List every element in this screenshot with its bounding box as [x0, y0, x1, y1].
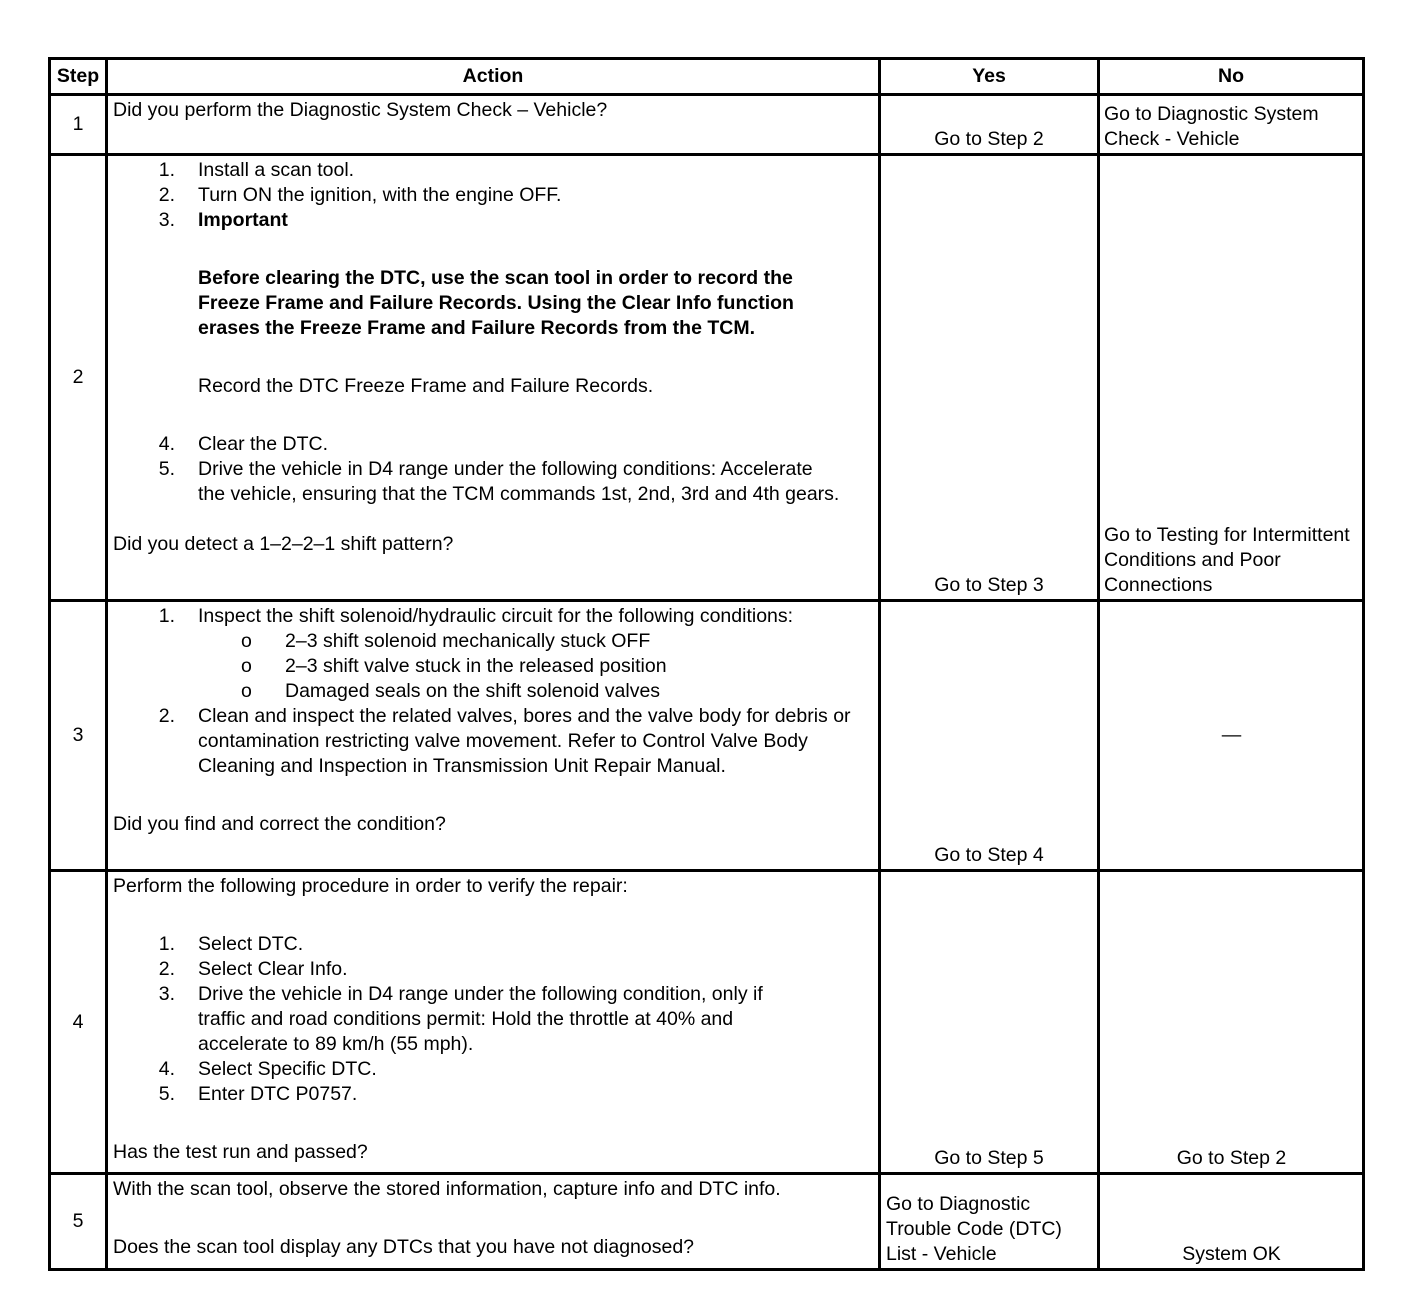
- list-item: 4. Select Specific DTC.: [158, 1058, 377, 1080]
- list-item: o 2–3 shift solenoid mechanically stuck OFF: [241, 630, 651, 652]
- list-item: 1. Select DTC.: [158, 933, 304, 955]
- action-cell: [107, 871, 880, 1174]
- important-note: Before clearing the DTC, use the scan tool in order to record the Freeze Frame and Failure Records. Using the Clear Info function erases the Freeze Frame and Failure Records from the TCM.: [198, 267, 794, 339]
- list-item: o 2–3 shift valve stuck in the released position: [241, 655, 667, 677]
- list-item: 5. Drive the vehicle in D4 range under the following conditions: Accelerate the vehicle, ensuring that the TCM commands 1st, 2nd, 3rd and 4th gears.: [158, 458, 840, 505]
- question: Does the scan tool display any DTCs that you have not diagnosed?: [113, 1236, 695, 1258]
- header-action: Action: [107, 59, 880, 95]
- step-number: 5: [50, 1174, 107, 1270]
- yes-cell: Go to Step 3: [880, 155, 1099, 601]
- header-step: Step: [50, 59, 107, 95]
- list-item: o Damaged seals on the shift solenoid valves: [241, 680, 661, 702]
- yes-cell: Go to Diagnostic Trouble Code (DTC) List - Vehicle: [880, 1174, 1099, 1270]
- list-item: 2. Clean and inspect the related valves, bores and the valve body for debris or contamination restricting valve movement. Refer to Control Valve Body Cleaning and Inspection in Transmission Unit Repair Manual.: [158, 705, 851, 777]
- action-cell: [107, 95, 880, 155]
- no-cell: —: [1099, 601, 1364, 871]
- question: Did you detect a 1–2–2–1 shift pattern?: [113, 533, 454, 555]
- no-cell: Go to Step 2: [1099, 871, 1364, 1174]
- action-cell: [107, 155, 880, 601]
- list-item: 2. Turn ON the ignition, with the engine OFF.: [158, 184, 562, 206]
- header-no: No: [1099, 59, 1364, 95]
- intro-text: Perform the following procedure in order to verify the repair:: [113, 875, 628, 897]
- header-row: [50, 59, 1364, 95]
- table-row: [50, 601, 1364, 871]
- yes-cell: Go to Step 2: [880, 95, 1099, 155]
- table-row: [50, 95, 1364, 155]
- condition-list: [113, 629, 874, 704]
- step-number: 3: [50, 601, 107, 871]
- step-number: 4: [50, 871, 107, 1174]
- record-note: Record the DTC Freeze Frame and Failure Records.: [198, 375, 654, 397]
- list-item: 5. Enter DTC P0757.: [158, 1083, 358, 1105]
- step-number: 2: [50, 155, 107, 601]
- intro-text: With the scan tool, observe the stored information, capture info and DTC info.: [113, 1178, 781, 1200]
- procedure-list: [113, 158, 874, 233]
- question: Has the test run and passed?: [113, 1141, 368, 1163]
- table-row: [50, 155, 1364, 601]
- diagnostic-table: [48, 57, 1365, 1271]
- yes-cell: Go to Step 4: [880, 601, 1099, 871]
- action-cell: [107, 1174, 880, 1270]
- question: Did you perform the Diagnostic System Check – Vehicle?: [113, 99, 608, 121]
- procedure-list: [113, 604, 874, 779]
- list-item: 1. Inspect the shift solenoid/hydraulic circuit for the following conditions: o 2–3 shift solenoid mechanically stuck OFF o 2–3 shift valve stuck in the released position o Damaged seals on the shift solenoid valves: [113, 604, 874, 704]
- list-item: 2. Select Clear Info.: [158, 958, 348, 980]
- step-number: 1: [50, 95, 107, 155]
- table-row: [50, 1174, 1364, 1270]
- list-item: 3. Important: [158, 209, 288, 231]
- action-cell: [107, 601, 880, 871]
- no-cell: Go to Diagnostic System Check - Vehicle: [1099, 95, 1364, 155]
- header-yes: Yes: [880, 59, 1099, 95]
- no-cell: Go to Testing for Intermittent Conditions and Poor Connections: [1099, 155, 1364, 601]
- question: Did you find and correct the condition?: [113, 813, 446, 835]
- list-item: 3. Drive the vehicle in D4 range under the following condition, only if traffic and road conditions permit: Hold the throttle at 40% and accelerate to 89 km/h (55 mph).: [158, 983, 763, 1055]
- list-item: 4. Clear the DTC.: [158, 433, 329, 455]
- yes-cell: Go to Step 5: [880, 871, 1099, 1174]
- no-cell: System OK: [1099, 1174, 1364, 1270]
- list-item: 1. Install a scan tool.: [158, 159, 355, 181]
- procedure-list: [113, 432, 874, 507]
- table-row: [50, 871, 1364, 1174]
- procedure-list: [113, 932, 874, 1107]
